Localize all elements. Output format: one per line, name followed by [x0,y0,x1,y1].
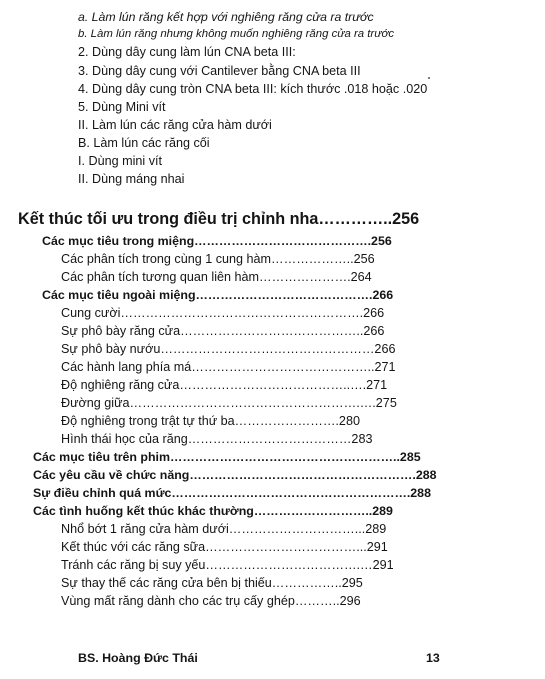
toc-entry: Sự thay thế các răng cửa bên bị thiếu……………..295 [61,576,363,590]
toc-entry: Độ nghiêng răng cửa…………………………………..….271 [61,378,388,392]
toc-section: Các tình huống kết thúc khác thường………………………..289 [33,504,393,518]
toc-section: Các yêu cầu về chức năng……………………………………………….288 [33,468,437,482]
footer-author: BS. Hoàng Đức Thái [78,651,198,665]
toc-section: Các mục tiêu ngoài miệng…………………………………….266 [42,288,394,302]
toc-entry: Các hành lang phía má……………………………………..271 [61,360,396,374]
toc-entry: Hình thái học của răng…………………………………283 [61,432,373,446]
page-number: 13 [426,651,440,665]
toc-section: Sự điều chỉnh quá mức………………………………………………….288 [33,486,431,500]
outline-item: II. Dùng máng nhai [78,172,185,186]
chapter-heading: Kết thúc tối ưu trong điều trị chỉnh nha…………..256 [18,210,420,228]
outline-item: 5. Dùng Mini vít [78,100,166,114]
outline-item: b. Làm lún răng nhưng không muốn nghiêng răng cửa ra trước [78,28,395,40]
toc-entry: Các phân tích trong cùng 1 cung hàm………………..256 [61,252,375,266]
outline-item: a. Làm lún răng kết hợp với nghiêng răng cửa ra trước [78,10,374,24]
toc-entry: Các phân tích tương quan liên hàm………………….264 [61,270,372,284]
toc-entry: Tránh các răng bị suy yếu……………………………….…291 [61,558,394,572]
toc-entry: Vùng mất răng dành cho các trụ cấy ghép………..296 [61,594,361,608]
outline-item: I. Dùng mini vít [78,154,162,168]
outline-item: 4. Dùng dây cung tròn CNA beta III: kích thước .018 hoặc .020 [78,82,428,96]
outline-item: B. Làm lún các răng cối [78,136,210,150]
toc-entry: Đường giữa……………………………………………….….275 [61,396,397,410]
toc-entry: Sự phô bày răng cửa……………………………………..266 [61,324,385,338]
toc-entry: Nhổ bớt 1 răng cửa hàm dưới…………………………...289 [61,522,387,536]
toc-entry: Độ nghiêng trong trật tự thứ ba…………………….280 [61,414,360,428]
speck-mark [428,77,430,79]
toc-entry: Kết thúc với các răng sữa………………………………...291 [61,540,388,554]
toc-entry: Sự phô bày nướu……………………………………………266 [61,342,396,356]
outline-item: II. Làm lún các răng cửa hàm dưới [78,118,272,132]
outline-item: 2. Dùng dây cung làm lún CNA beta III: [78,45,296,59]
outline-item: 3. Dùng dây cung với Cantilever bằng CNA beta III [78,64,361,78]
toc-section: Các mục tiêu trong miệng…………………………………….256 [42,234,392,248]
toc-entry: Cung cười………………………………………………….266 [61,306,385,320]
toc-section: Các mục tiêu trên phim………………………………………………..285 [33,450,421,464]
